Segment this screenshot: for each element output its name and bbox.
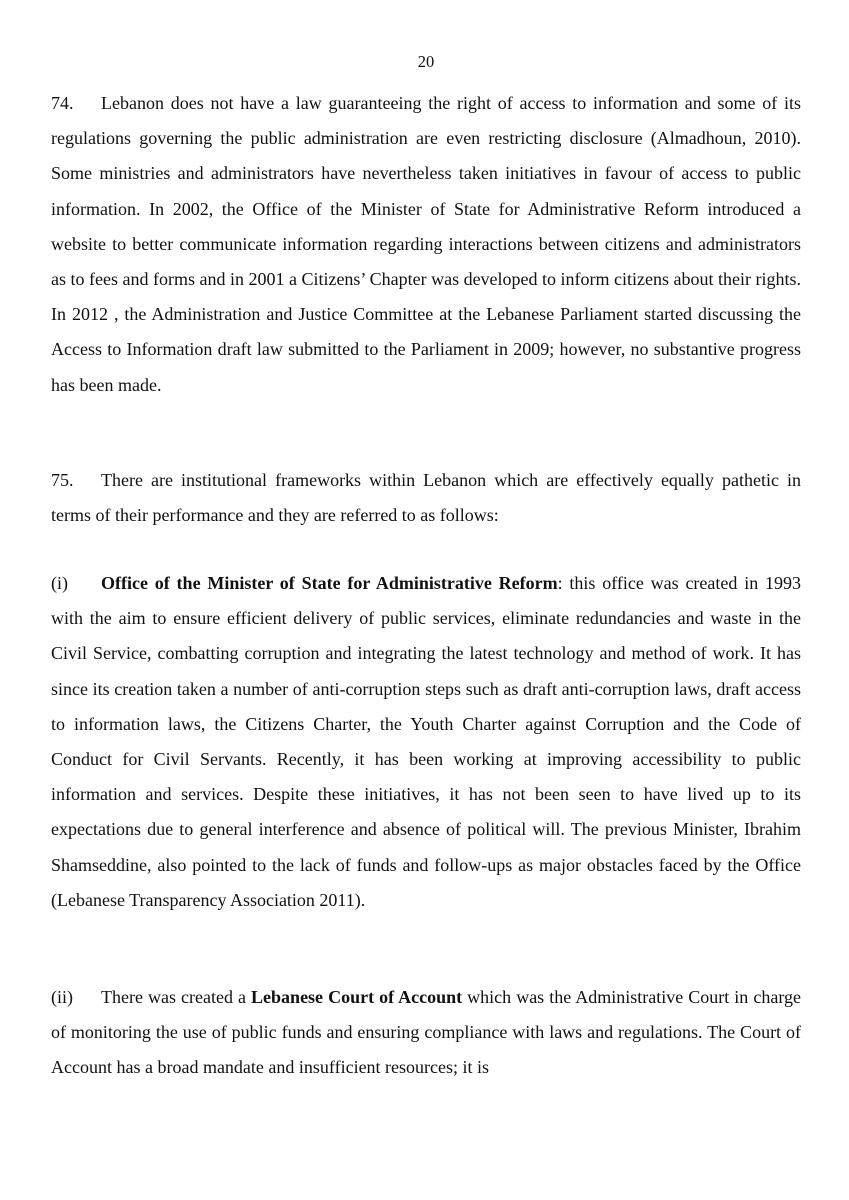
paragraph-74 — [51, 86, 801, 403]
paragraph-text-after: which was the Administrative Court in charge of monitoring the use of public funds and ensuring compliance with laws and regulations. The Court of Account has a broad mandate and insufficient resources; it is — [51, 987, 801, 1078]
item-number: (i) — [51, 573, 68, 593]
item-number: (ii) — [51, 987, 73, 1007]
paragraph-text: There are institutional frameworks within Lebanon which are effectively equally pathetic in terms of their performance and they are referred to as follows: — [51, 470, 801, 526]
paragraph-item-i — [51, 566, 801, 918]
paragraph-text-before: There was created a — [101, 987, 252, 1007]
paragraph-75 — [51, 463, 801, 533]
page-number: 20 — [417, 52, 435, 71]
paragraph-item-ii — [51, 980, 801, 1086]
bold-heading: Lebanese Court of Account — [251, 987, 463, 1007]
paragraph-text: Lebanon does not have a law guaranteeing the right of access to information and some of its regulations governing the public administration are even restricting disclosure (Almadhoun, 2010). Some ministries and administrators have nevertheless taken initiatives in favour of access to public information. In 2002, the Office of the Minister of State for Administrative Reform introduced a website to better communicate information regarding interactions between citizens and administrators as to fees and forms and in 2001 a Citizens’ Chapter was developed to inform citizens about their rights. In 2012 , the Administration and Justice Committee at the Lebanese Parliament started discussing the Access to Information draft law submitted to the Parliament in 2009; however, no substantive progress has been made. — [51, 93, 801, 395]
paragraph-number: 74. — [51, 93, 74, 113]
bold-heading: Office of the Minister of State for Administrative Reform — [101, 573, 558, 593]
paragraph-text: : this office was created in 1993 with the aim to ensure efficient delivery of public services, eliminate redundancies and waste in the Civil Service, combatting corruption and integrating the latest technology and method of work. It has since its creation taken a number of anti-corruption steps such as draft anti-corruption laws, draft access to information laws, the Citizens Charter, the Youth Charter against Corruption and the Code of Conduct for Civil Servants. Recently, it has been working at improving accessibility to public information and services. Despite these initiatives, it has not been seen to have lived up to its expectations due to general interference and absence of political will. The previous Minister, Ibrahim Shamseddine, also pointed to the lack of funds and follow-ups as major obstacles faced by the Office (Lebanese Transparency Association 2011). — [51, 573, 801, 910]
paragraph-number: 75. — [51, 470, 74, 490]
